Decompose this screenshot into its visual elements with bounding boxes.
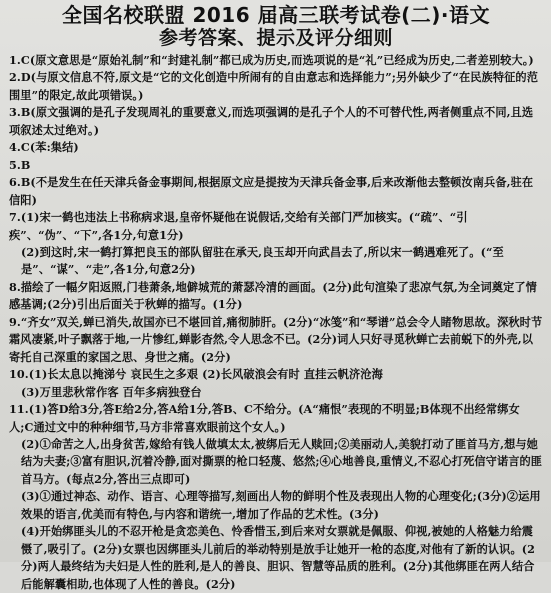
answer-subitem: (2)①命苦之人,出身贫苦,嫁给有钱人做填太太,被绑后无人赎回;②美丽动人,美貌打动了匪首马方,想与她结为夫妻;③富有胆识,沉着冷静,面对撕票的枪口轻蔑、悠然;④心地善良,重情义,不忍心打死信守诺言的匪首马方。(每点2分,答出三点即可) — [21, 436, 543, 486]
answer-item: 8.描绘了一幅夕阳返照,门巷萧条,地僻城荒的萧瑟冷清的画面。(2分)此句渲染了悲凉气氛,为全词奠定了情感基调;(2分)引出后面关于秋蝉的描写。(1分) — [9, 279, 537, 312]
answer-item: 9.“齐女”双关,蝉已消失,故国亦已不堪回首,痛彻肺肝。(2分)“冰笺”和“琴谱”总会令人睹物思故。深秋时节霜风凄紧,叶子飘落于地,一片惨红,蝉影杳然,令人思念不已。(2分)词人只好寻觅秋蝉亡去前蜕下的外壳,以寄托自己深重的家国之思、身世之痛。(2分) — [9, 314, 543, 364]
answer-item: 5.B — [9, 157, 31, 172]
answer-item: 2.D(与原文信息不符,原文是“它的文化创造中所闹有的自由意志和选择能力”;另外缺少了“在民族特征的范围里”的限定,故此项错误。) — [9, 70, 538, 102]
answer-item: 3.B(原文强调的是孔子发现周礼的重要意义,而选项强调的是孔子个人的不可替代性,两者侧重点不同,且选项叙述太过绝对。) — [9, 105, 534, 137]
answer-item: 6.B(不是发生在任天津兵备金事期间,根据原文应是提按为天津兵备金事,后来改渐他去整顿汝南兵备,驻在信阳) — [9, 175, 534, 207]
answer-item: 11.(1)答D给3分,答E给2分,答A给1分,答B、C不给分。(A“痛恨”表现的不明显;B体现不出经常绑女人;C通过文中的种种细节,马方非常喜欢眼前这个女人。) — [9, 402, 520, 434]
answer-subitem: (3)万里悲秋常作客 百年多病独登台 — [21, 384, 202, 399]
answer-item: 1.C(原文意思是“原始礼制”和“封建礼制”都已成为历史,而选项说的是“礼”已经成为历史,二者差别较大。) — [9, 53, 534, 67]
answer-subitem: (3)①通过神态、动作、语言、心理等描写,刻画出人物的鲜明个性及表现出人物的心理变化;(3分)②运用效果的语言,优美而有特色,与内容和谐统一,增加了作品的艺术性。(3分) — [21, 489, 541, 521]
answer-item: 4.C(苯:集结) — [9, 140, 79, 155]
answer-item: 7.(1)宋一鹤也违法上书称病求退,皇帝怀疑他在说假话,交给有关部门严加核实。(“疏”、“引疾”、“伪”、“下”,各1分,句意1分) — [9, 210, 468, 242]
answer-key-subtitle: 参考答案、提示及评分细则 — [158, 27, 393, 49]
answers-body — [9, 52, 543, 593]
answer-item: 10.(1)长太息以掩涕兮 哀民生之多艰 (2)长风破浪会有时 直挂云帆济沧海 — [9, 367, 383, 382]
answer-subitem: (4)开始绑匪头儿的不忍开枪是贪恋美色、怜香惜玉,到后来对女票就是佩服、仰视,被她的人格魅力给震慑了,吸引了。(2分)女票也因绑匪头儿前后的举动特别是放手让她开一枪的态度,对他有了新的认识。(2分)两人最终结为夫妇是人性的胜利,是人的善良、胆识、智慧等品质的胜利。(2分)其他绑匪在两人结合后能解囊相助,也体现了人性的善良。(2分) — [21, 524, 536, 591]
answer-subitem: (2)到这时,宋一鹤打算把良玉的部队留驻在承天,良玉却开向武昌去了,所以宋一鹤遇难死了。(“至是”、“谋”、“走”,各1分,句意2分) — [21, 244, 504, 277]
exam-title: 全国名校联盟 2016 届高三联考试卷(二)·语文 — [62, 3, 490, 27]
